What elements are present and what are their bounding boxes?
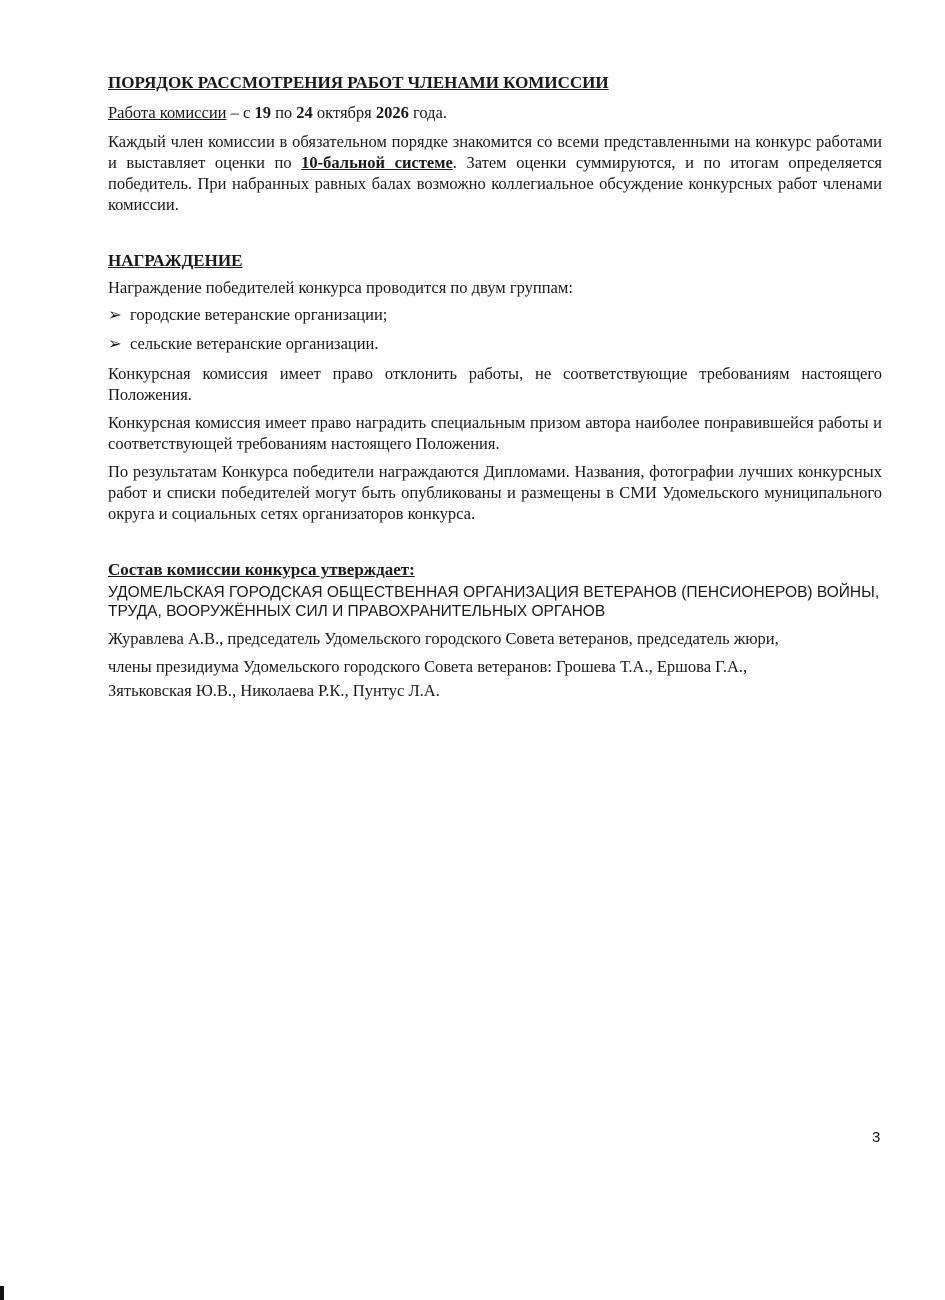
group-urban: городские ветеранские организации; xyxy=(130,305,388,324)
arrow-bullet-icon: ➢ xyxy=(108,334,122,353)
section-heading-commission: Состав комиссии конкурса утверждает: xyxy=(108,560,415,579)
results-paragraph: По результатам Конкурса победители награждаются Дипломами. Названия, фотографии лучших конкурсных работ и списки победителей могут быть опубликованы и размещены в СМИ Удомельского муниципального округа и социальных сетях организаторов конкурса. xyxy=(108,462,882,523)
section-heading-review: ПОРЯДОК РАССМОТРЕНИЯ РАБОТ ЧЛЕНАМИ КОМИССИИ xyxy=(108,73,609,92)
scan-mark xyxy=(0,1286,4,1300)
awards-intro: Награждение победителей конкурса проводится по двум группам: xyxy=(108,278,573,297)
special-prize-paragraph: Конкурсная комиссия имеет право наградить специальным призом автора наиболее понравившейся работы и соответствующей требованиям настоящего Положения. xyxy=(108,413,882,453)
dates-sep-1: – с xyxy=(226,103,255,122)
scoring-system: 10-бальной системе xyxy=(301,153,453,172)
members-line-2: Зятьковская Ю.В., Николаева Р.К., Пунтус Л.А. xyxy=(108,681,440,700)
review-paragraph xyxy=(108,131,882,215)
document-page xyxy=(108,72,882,701)
organization-name: УДОМЕЛЬСКАЯ ГОРОДСКАЯ ОБЩЕСТВЕННАЯ ОРГАНИЗАЦИЯ ВЕТЕРАНОВ (ПЕНСИОНЕРОВ) ВОЙНЫ, ТРУДА, ВООРУЖЁННЫХ СИЛ И ПРАВОХРАНИТЕЛЬНЫХ ОРГАНОВ xyxy=(108,584,880,620)
chair-line: Журавлева А.В., председатель Удомельского городского Совета ветеранов, председатель жюри, xyxy=(108,629,779,648)
members-line-1: члены президиума Удомельского городского Совета ветеранов: Грошева Т.А., Ершова Г.А., xyxy=(108,657,748,676)
dates-sep-2: по xyxy=(270,103,297,122)
page-number: 3 xyxy=(872,1129,881,1146)
commission-dates xyxy=(108,102,882,123)
reject-paragraph: Конкурсная комиссия имеет право отклонить работы, не соответствующие требованиям настоящего Положения. xyxy=(108,364,882,404)
review-text-after: . Затем оценки суммируются, и по итогам определяется победитель. При набранных равных балах возможно коллегиальное обсуждение конкурсных работ членами комиссии. xyxy=(108,153,882,214)
date-from: 19 xyxy=(254,103,271,122)
dates-sep-4: года. xyxy=(408,103,448,122)
date-to: 24 xyxy=(296,103,313,122)
date-year: 2026 xyxy=(375,103,409,122)
dates-sep-3: октября xyxy=(312,103,376,122)
section-heading-awards: НАГРАЖДЕНИЕ xyxy=(108,251,243,270)
group-rural: сельские ветеранские организации. xyxy=(130,334,379,353)
commission-label: Работа комиссии xyxy=(108,103,227,122)
arrow-bullet-icon: ➢ xyxy=(108,305,122,324)
review-text-before: Каждый член комиссии в обязательном порядке знакомится со всеми представленными на конкурс работами и выставляет оценки по xyxy=(108,132,882,172)
list-item xyxy=(108,333,882,354)
list-item xyxy=(108,304,882,325)
